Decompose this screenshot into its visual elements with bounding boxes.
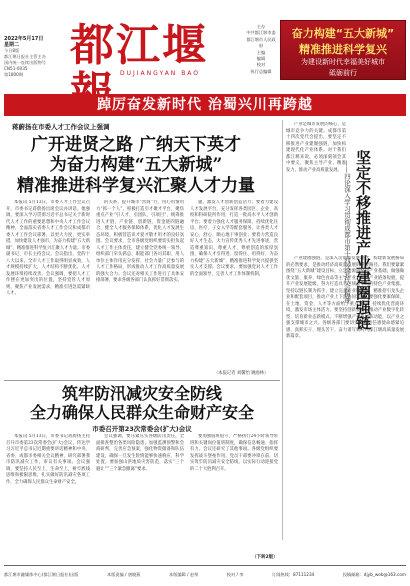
masthead-line: 今日8版 [4,48,20,53]
slogan-bar: 踔厉奋发新时代 治蜀兴川再跨越 [4,94,406,116]
lead-author: （本报记者 刘馨怡 姚曲林） [214,371,269,376]
newspaper-logo-en: DUJIANGYAN BAO [120,70,201,77]
staff-item: 主办 [256,24,266,29]
masthead [0,0,410,94]
second-column-2 [96,434,184,562]
footer-phone: 订阅热线：87111234 [272,572,315,577]
turn-page-note: （下转2版） [252,555,278,560]
footer [4,568,406,582]
masthead-line: 都江堰日报社主管主办 [4,54,46,59]
lead-headline: 广开进贤之路 广纳天下英才 [31,135,241,155]
footer-email: 投稿邮箱：djyb_web@163.com [342,572,406,577]
lead-kicker: 蒋蔚扬在市委人才工作会议上强调 [12,123,110,131]
staff-item: 都江堰市人民政府 [246,36,276,49]
commentary-paragraph: 产业是城市发展的核心，是城市竞争力的关键。成都市第十四次党代会提出，要坚定不移推进产业建圈强链，加快构建现代化产业体系。对于我们都江堰来说，必须深刻领会其中要义，聚焦主导产业，精准发力，推动产业高质量发展。 [286,122,346,173]
staff-item: 主编 [256,49,266,55]
second-paragraph: 本报讯 5月13日，市委书记蒋蔚扬主持召开市委第23次常委会(扩大)会议，传达学习习近平总书记近期重要讲话精神和中央、省委、成都市委相关会议精神，研究部署我市防汛减灾工作，审议有关事项。会议强调，要坚持人民至上、生命至上，树牢底线思维和极限思维，扎实做好防汛减灾各项工作，全力确保人民群众生命财产安全。 [6,434,90,485]
lead-column-2 [96,200,184,376]
second-column-3 [190,434,278,552]
commentary-bottom-text [286,256,404,538]
banner-ad-line: 精准推进科学复兴 [299,43,387,56]
commentary-top-text [286,122,346,250]
staff-item: 执行总编辑 [250,68,272,74]
footer-editor: 本版编辑 / 赵琴 [169,572,199,577]
footer-divider [4,565,406,566]
lead-column-1 [6,200,90,376]
second-paragraph: 要加强值班值守，严格执行24小时领导带班和关键岗位值班制度，确保信息畅通、指挥有力。会议还研究了其他事项。各级党组织要发挥战斗堡垒作用，党员干部要冲锋在前，切实筑牢防汛减灾安全防线，以实际行动迎接党的二十大胜利召开。 [190,434,278,472]
staff-item: 编辑 [256,56,266,62]
issue-date: 2022年5月17日 [4,36,44,42]
staff-item: 中共都江堰市委 [246,30,276,36]
lead-column-3 [190,200,278,368]
banner-ad [280,20,406,80]
masthead-line: 第1800期 [4,72,24,77]
lead-headline: 为奋力构建“五大新城” [49,155,223,175]
banner-ad-line: 为建设新时代幸福美好城市 [301,58,385,66]
commentary-subtitle: ——四论深入学习贯彻成都市第十四次党代会精神 [343,160,351,303]
second-paragraph: 会议强调，要压紧压实各级防汛责任，全面排查整治各类风险隐患，加强监测预警和会商研判，完善应急预案，强化物资储备和队伍建设，确保一旦发生险情能够快速响应、科学处置。要加强山洪地质灾害防范，落实“三个避让”“三个紧急撤离”要求。 [96,434,184,472]
footer-proof: 校对 / 李 [226,572,244,577]
commentary-title: 坚定不移推进产业建圈强链 [354,150,372,330]
second-headline: 全力确保人民群众生命财产安全 [29,403,254,422]
second-headline: 筑牢防汛减灾安全防线 [61,384,222,403]
footer-chief-editor: 本版责编 / 唐晓燕 [107,572,141,577]
lead-paragraph: 本报讯 5月13日，市委人才工作会议召开。市委书记蒋蔚扬出席会议并讲话。他强调，要深入学习贯彻习近平总书记关于新时代人才工作的重要思想和中央人才工作会议精神，全面落实省委人才工作会议和成都市委人才工作会议部署，以更大力度、更实举措，加快建设人才强市，为奋力构建“五大新城”、精准推进科学复兴汇聚人才力量。市委副书记、市长主持会议。会议指出，党的十八大以来，全市人才工作取得明显成效，人才规模持续扩大，人才结构不断优化，人才发展环境持续改善。会议强调，要把人才工作摆在更加突出的位置，坚持党管人才原则，聚焦产业发展需求，精准引进急需紧缺人才。 [6,200,90,296]
banner-ad-line: 奋力构建“五大新城” [291,27,395,40]
masthead-line: 国内统一连续出版物号 [4,60,46,65]
second-column-1 [6,434,90,562]
banner-ad-line: 砥砺前行 [329,69,357,77]
section-divider [4,380,280,381]
staff-item: 校对 [256,62,266,68]
commentary-paragraph: 产业建圈强链，是深入贯彻新发展理念、构建新发展格局的必然要求，是推动经济高质量发展的重要路径。我们要紧紧围绕“五大新城”建设目标，立足资源禀赋和产业基础，做强做优文旅、康养、绿色食品等主导产业，补齐产业链条短板，提升产业发展能级，努力打造具有区域竞争力的特色产业集群。坚持以链长制为抓手，建立完善产业链图谱，精准招引龙头企业和配套项目，推动产业上下游协同发展。要强化要素保障，在土地、资金、人才等方面给予重点支持，持续优化营商环境，激发市场主体活力。要坚持创新驱动，推动产业数字化转型，培育新业态新模式，不断增强产业发展新动能，以产业之强支撑城市之兴。各级各部门要切实增强责任感使命感紧迫感，真抓实干、埋头苦干，奋力谱写新时代都江堰高质量发展新篇章。 [286,256,404,339]
lead-headline: 精准推进科学复兴汇聚人才力量 [17,176,255,196]
column-separator [282,120,283,540]
staff-list [246,24,276,75]
newspaper-logo: 都江堰 [70,20,208,71]
lead-paragraph: 的关系，提升城市“营商”力，用心用情用力“抓一个人”，积极打造引才聚才平台，聚焦重点产业“引人才、引团队、引项目”，统筹推进人才链、产业链、创新链、资金链四链融合，健全人才服务保障体系，优化人才发展生态环境，积极营造识才爱才敬才用才的良好氛围。会议要求，全市各级党组织要切实担负起人才工作主体责任，建立健全党委统一领导、组织部门牵头抓总、职能部门各司其职、用人单位主体作用充分发挥、社会力量广泛参与的人才工作格局，形成推动人才工作高质量发展的强大合力。会议还对相关工作进行了具体安排部署，要求各级各部门认真抓好贯彻落实。 [96,200,184,283]
footer-publisher: 都江堰市融媒体中心(都江堰日报社)出版 [4,572,79,577]
date-column [4,36,66,78]
issue-weekday: 星期二 [4,42,20,48]
second-subtitle: 市委召开第23次常委会(扩大)会议 [92,425,192,433]
lead-paragraph: 题，激发人才创新创造活力；要着力建设人才发展平台，充分发挥各类园区、企业、高校和科研院所作用，打造一批高水平人才创新平台；要着力强化人才服务保障，持续优化住房、医疗、子女入学等配套服务，让各类人才安心、舒心、顺心地干事创业；要着力营造良好人才生态，大力宣传优秀人才先进事迹，营造尊重知识、尊重人才、尊重创造的浓厚氛围，确保人才引得进、留得住、用得好，为奋力构建“五大新城”、精准推进科学复兴提供坚实人才支撑。会议要求，要加强党对人才工作的全面领导，完善人才工作体制机制。 [190,200,278,277]
masthead-line: CN51-0035 [4,66,28,71]
